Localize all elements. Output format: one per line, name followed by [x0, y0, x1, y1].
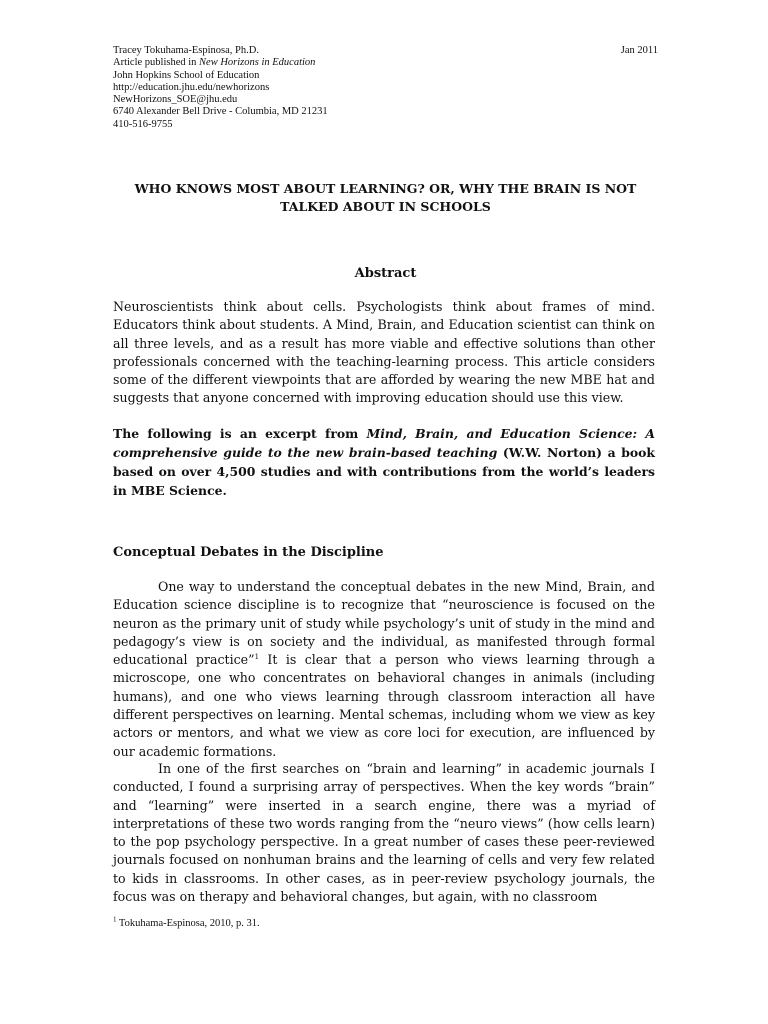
publication-prefix: Article published in	[113, 57, 200, 69]
abstract-text: Neuroscientists think about cells. Psychologists think about frames of mind. Educators think about students. A Mind, Brain, and Education scientist can think on all three levels, and as a result has more viable and effective solutions than other professionals concerned with the teaching-learning process. This article considers some of the different viewpoints that are afforded by wearing the new MBE hat and suggests that anyone concerned with improving education should use this view.	[113, 299, 655, 406]
author-header	[113, 45, 658, 131]
phone-number: 410-516-9755	[113, 118, 173, 130]
paragraph-1-quote: One way to understand the conceptual debates in the new Mind, Brain, and Education science discipline is to recognize that “neuroscience is focused on the neuron as the primary unit of study while psychology’s unit of study in the mind and pedagogy’s view is on society and the individual, as manifested through formal educational practice”	[113, 579, 655, 668]
section-heading: Conceptual Debates in the Discipline	[113, 545, 384, 560]
footnote-text: Tokuhama-Espinosa, 2010, p. 31.	[116, 918, 260, 929]
footnote-marker: 1	[113, 915, 117, 924]
book-title: Mind, Brain, and Education Science: A comprehensive guide to the new brain-based teaching	[113, 426, 655, 460]
body-paragraph-2: In one of the first searches on “brain and learning” in academic journals I conducted, I found a surprising array of perspectives. When the key words “brain” and “learning” were inserted in a search engine, there was a myriad of interpretations of these two words ranging from the “neuro views” (how cells learn) to the pop psychology perspective. In a great number of cases these peer-reviewed journals focused on nonhuman brains and the learning of cells and very few related to kids in classrooms. In other cases, as in peer-review psychology journals, the focus was on therapy and behavioral changes, but again, with no classroom	[113, 761, 655, 905]
article-title: WHO KNOWS MOST ABOUT LEARNING? OR, WHY THE BRAIN IS NOT TALKED ABOUT IN SCHOOLS	[134, 181, 637, 214]
postal-address: 6740 Alexander Bell Drive - Columbia, MD 21231	[113, 106, 328, 118]
paragraph-1-rest: It is clear that a person who views learning through a microscope, one who concentrates on behavioral changes in animals (including humans), and one who views learning through classroom interaction all have different perspectives on learning. Mental schemas, including whom we view as key actors or mentors, and what we view as core loci for execution, are influenced by our academic formations.	[113, 652, 656, 759]
excerpt-note	[113, 424, 655, 500]
publication-date: Jan 2011	[620, 45, 658, 56]
excerpt-suffix: (W.W. Norton) a book based on over 4,500 studies and with contributions from the world’s leaders in MBE Science.	[113, 445, 655, 498]
body-paragraph-1	[113, 578, 655, 761]
abstract-heading: Abstract	[354, 266, 417, 281]
author-name: Tracey Tokuhama-Espinosa, Ph.D.	[113, 45, 259, 56]
footnote-reference: 1	[254, 653, 260, 661]
publication-name: New Horizons in Education	[199, 57, 316, 69]
publication-line	[113, 57, 658, 69]
excerpt-prefix: The following is an excerpt from	[113, 426, 367, 441]
email-address: NewHorizons_SOE@jhu.edu	[113, 94, 238, 106]
footnote	[113, 915, 658, 930]
website-url: http://education.jhu.edu/newhorizons	[113, 81, 270, 93]
institution: John Hopkins School of Education	[113, 69, 260, 81]
